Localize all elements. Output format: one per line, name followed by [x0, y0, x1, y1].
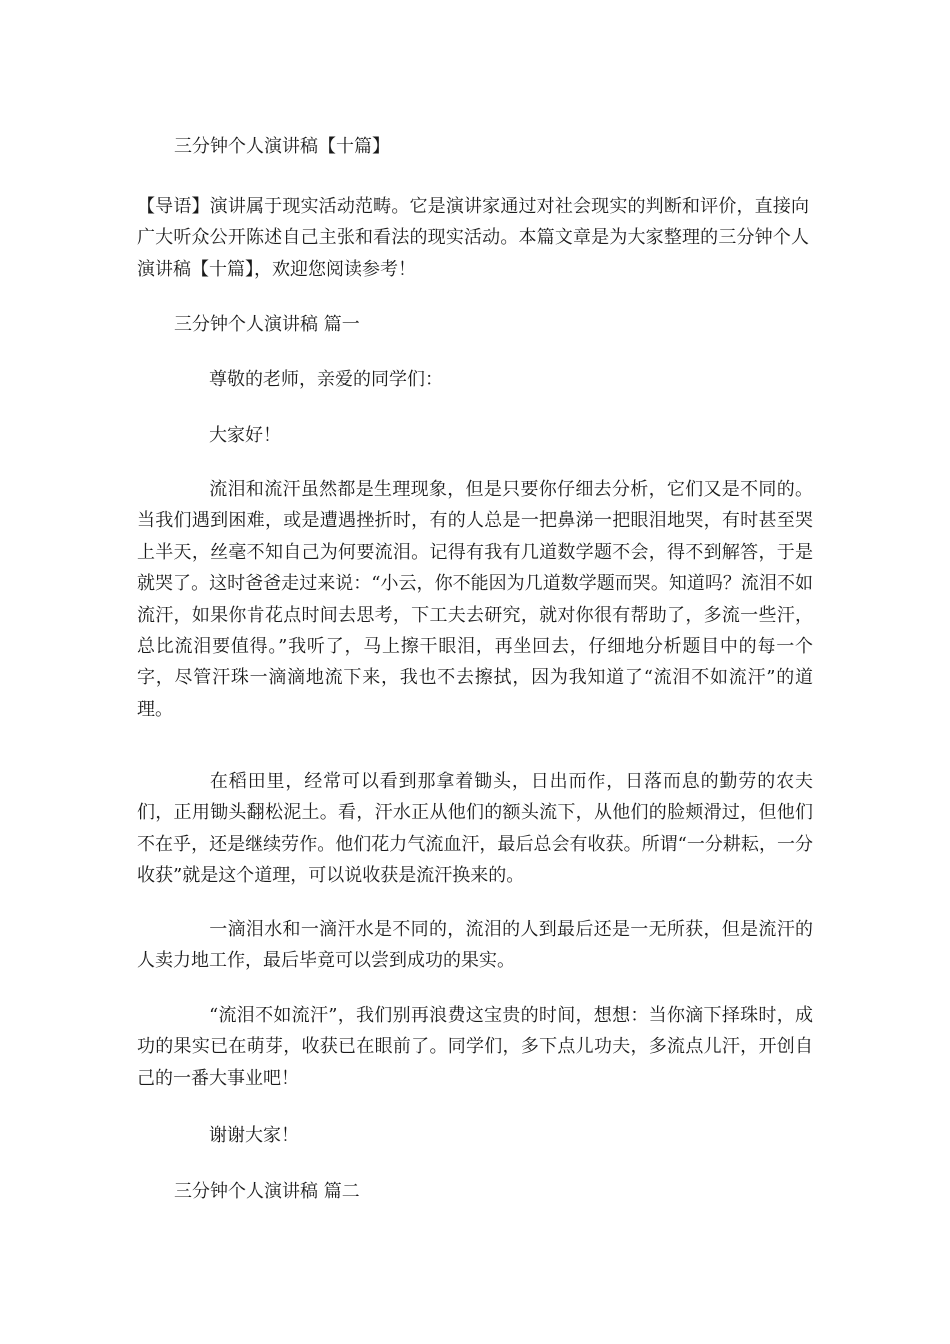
paragraph-text: 在稻田里，经常可以看到那拿着锄头，日出而作，日落而息的勤劳的农夫们，正用锄头翻松泥土。看，汗水正从他们的额头流下，从他们的脸颊滑过，但他们不在乎，还是继续劳作。他们花力气流血汗，最后总会有收获。所谓“一分耕耘，一分收获”就是这个道理，可以说收获是流汗换来的。 [137, 771, 813, 887]
body-paragraph [137, 474, 813, 725]
document-title: 三分钟个人演讲稿【十篇】 [174, 136, 390, 157]
section-heading-1: 三分钟个人演讲稿 篇一 [174, 314, 360, 335]
intro-text: 【导语】演讲属于现实活动范畴。它是演讲家通过对社会现实的判断和评价，直接向广大听众公开陈述自己主张和看法的现实活动。本篇文章是为大家整理的三分钟个人演讲稿【十篇】，欢迎您阅读参考！ [137, 196, 809, 280]
paragraph-text: 一滴泪水和一滴汗水是不同的，流泪的人到最后还是一无所获，但是流汗的人卖力地工作，最后毕竟可以尝到成功的果实。 [137, 919, 813, 972]
body-paragraph [137, 914, 813, 977]
greeting: 大家好！ [209, 425, 281, 446]
closing: 谢谢大家！ [209, 1125, 299, 1146]
body-paragraph [137, 766, 813, 892]
intro-paragraph [137, 191, 809, 285]
paragraph-text: “流泪不如流汗”，我们别再浪费这宝贵的时间，想想：当你滴下择珠时，成功的果实已在萌芽，收获已在眼前了。同学们，多下点儿功夫，多流点儿汗，开创自己的一番大事业吧！ [137, 1005, 813, 1089]
body-paragraph [137, 1000, 813, 1094]
paragraph-text: 流泪和流汗虽然都是生理现象，但是只要你仔细去分析，它们又是不同的。当我们遇到困难，或是遭遇挫折时，有的人总是一把鼻涕一把眼泪地哭，有时甚至哭上半天，丝毫不知自己为何要流泪。记得有我有几道数学题不会，得不到解答，于是就哭了。这时爸爸走过来说：“小云，你不能因为几道数学题而哭。知道吗？流泪不如流汗，如果你肯花点时间去思考，下工夫去研究，就对你很有帮助了，多流一些汗，总比流泪要值得。”我听了，马上擦干眼泪，再坐回去，仔细地分析题目中的每一个字，尽管汗珠一滴滴地流下来，我也不去擦拭，因为我知道了“流泪不如流汗”的道理。 [137, 479, 813, 720]
salutation: 尊敬的老师，亲爱的同学们： [209, 369, 443, 390]
section-heading-2: 三分钟个人演讲稿 篇二 [174, 1181, 360, 1202]
